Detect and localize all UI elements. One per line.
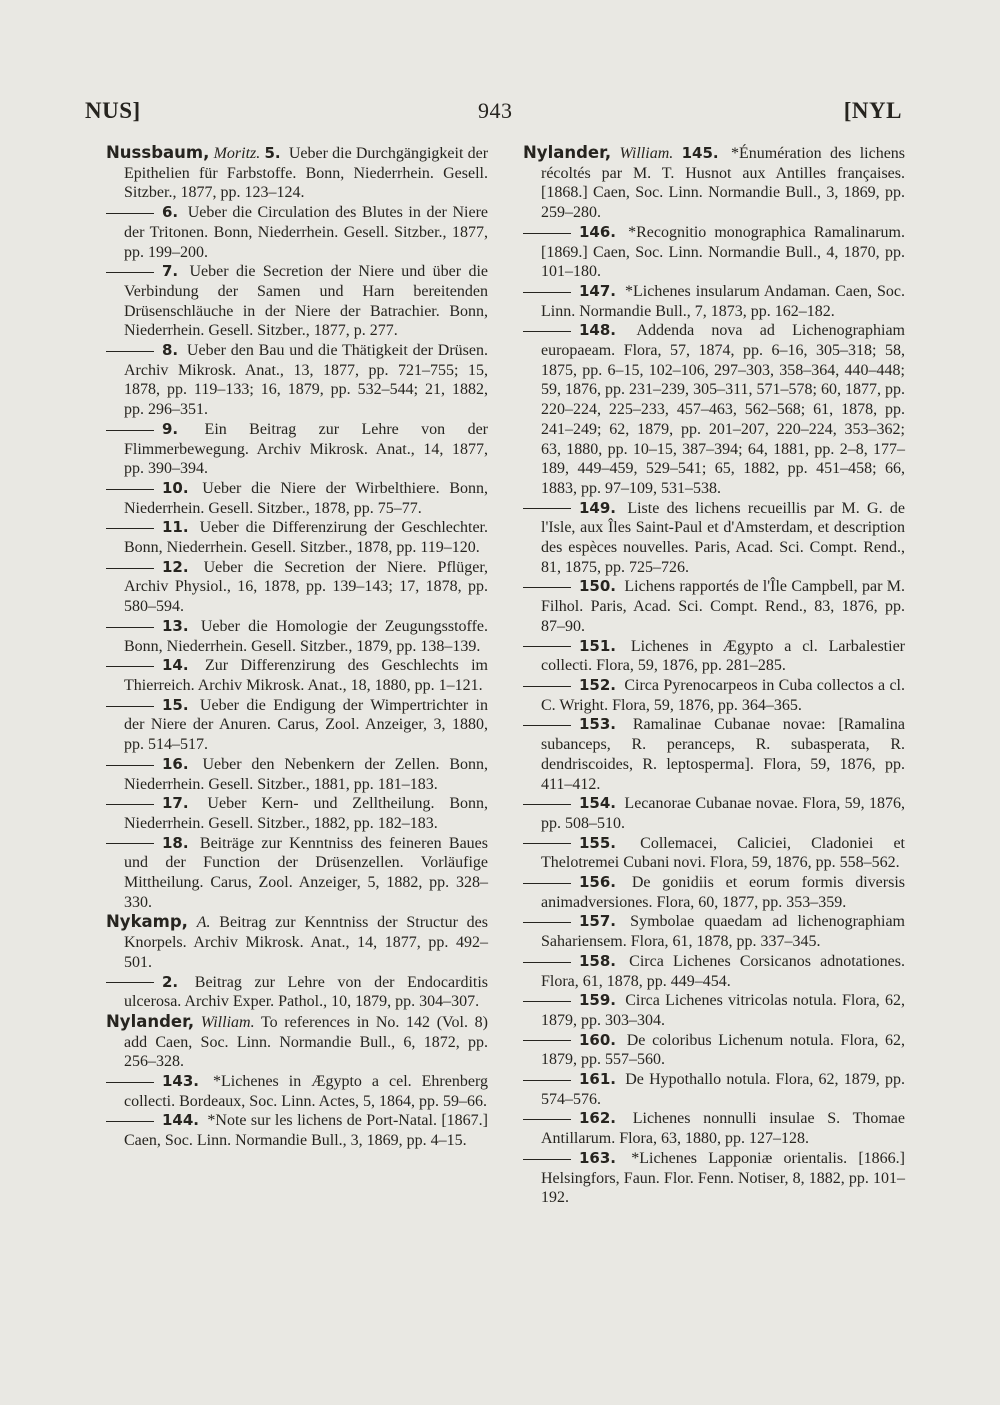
ditto-dash <box>523 233 571 234</box>
bibliography-entry <box>523 1149 905 1208</box>
bibliography-entry <box>106 143 488 203</box>
page-number: 943 <box>478 98 513 123</box>
ditto-dash <box>106 666 154 667</box>
ditto-dash <box>106 982 154 983</box>
entry-number: 155. <box>579 833 617 852</box>
entry-number: 158. <box>579 951 617 970</box>
entry-number: 10. <box>162 478 189 497</box>
ditto-dash <box>106 568 154 569</box>
entry-text: Circa Lichenes vitricolas notula. Flora, 62, 1879, pp. 303–304. <box>541 992 906 1029</box>
ditto-dash <box>523 1001 571 1002</box>
entry-number: 148. <box>579 321 617 340</box>
entry-text: Ueber die Circulation des Blutes in der Niere der Tritonen. Bonn, Niederrhein. Gesell. Sitzber., 1877, pp. 199–200. <box>124 204 488 261</box>
ditto-dash <box>106 843 154 844</box>
bibliography-entry <box>523 321 905 498</box>
entry-text: *Lichenes Lapponiæ orientalis. [1866.] Helsingfors, Faun. Flor. Fenn. Notiser, 8, 1882, pp. 101–192. <box>541 1149 906 1207</box>
bibliography-entry <box>106 420 488 479</box>
bibliography-entry <box>523 1070 905 1109</box>
bibliography-entry <box>106 912 488 972</box>
bibliography-entry <box>523 1109 905 1148</box>
bibliography-entry <box>523 834 905 873</box>
ditto-dash <box>106 430 154 431</box>
entry-text: Ueber die Homologie der Zeugungsstoffe. Bonn, Niederrhein. Gesell. Sitzber., 1879, pp. 138–139. <box>124 617 489 655</box>
ditto-dash <box>523 646 571 647</box>
bibliography-entry <box>523 1031 905 1070</box>
left-column <box>106 143 488 1151</box>
running-head-left: NUS] <box>85 98 141 123</box>
entry-text: Ueber den Bau und die Thätigkeit der Drüsen. Archiv Mikrosk. Anat., 13, 1877, pp. 721–755; 15, 1878, pp. 119–133; 16, 1879, pp. 532–544; 21, 1882, pp. 296–351. <box>124 342 488 419</box>
entry-text: *Lichenes insularum Andaman. Caen, Soc. Linn. Normandie Bull., 7, 1873, pp. 162–182. <box>541 282 906 320</box>
bibliography-entry <box>523 223 905 282</box>
author-surname: Nykamp, <box>106 912 188 932</box>
entry-number: 16. <box>162 754 189 773</box>
author-given-name: A. <box>196 914 211 932</box>
entry-number: 7. <box>162 262 179 281</box>
author-surname: Nylander, <box>106 1011 195 1031</box>
bibliography-entry <box>523 873 905 912</box>
author-given-name: William. <box>619 145 674 162</box>
entry-number: 11. <box>162 518 189 537</box>
entry-number: 13. <box>162 616 189 635</box>
entry-text: Lichenes nonnulli insulae S. Thomae Antillarum. Flora, 63, 1880, pp. 127–128. <box>541 1110 906 1148</box>
ditto-dash <box>523 1080 571 1081</box>
entry-number: 5. <box>264 144 281 162</box>
entry-text: Beitrag zur Kenntniss der Structur des Knorpels. Archiv Mikrosk. Anat., 14, 1877, pp. 492–501. <box>124 914 489 971</box>
entry-number: 8. <box>162 341 179 360</box>
bibliography-entry <box>106 558 488 617</box>
bibliography-entry <box>106 794 488 833</box>
entry-number: 2. <box>162 972 179 991</box>
ditto-dash <box>106 627 154 628</box>
entry-number: 145. <box>681 144 719 162</box>
entry-number: 153. <box>579 715 617 734</box>
entry-text: To references in No. 142 (Vol. 8) add Caen, Soc. Linn. Normandie Bull., 6, 1872, pp. 256–328. <box>124 1013 488 1071</box>
entry-text: *Recognitio monographica Ramalinarum. [1869.] Caen, Soc. Linn. Normandie Bull., 4, 1870, pp. 101–180. <box>541 223 906 281</box>
entry-number: 143. <box>162 1072 200 1091</box>
entry-text: Ueber den Nebenkern der Zellen. Bonn, Niederrhein. Gesell. Sitzber., 1881, pp. 181–183. <box>124 755 489 793</box>
ditto-dash <box>523 686 571 687</box>
entry-text: Ueber die Secretion der Niere und über die Verbindung der Samen und Harn bereitenden Drüsenschläuche in der Niere der Batrachier. Bonn, Niederrhein. Gesell. Sitzber., 1877, p. 277. <box>124 263 488 340</box>
bibliography-entry <box>106 755 488 794</box>
entry-number: 146. <box>579 222 617 241</box>
bibliography-entry <box>106 834 488 913</box>
bibliography-entry <box>523 912 905 951</box>
entry-number: 150. <box>579 577 617 596</box>
entry-text: Ueber die Differenzirung der Geschlechter. Bonn, Niederrhein. Gesell. Sitzber., 1878, pp. 119–120. <box>124 519 489 557</box>
ditto-dash <box>106 765 154 766</box>
ditto-dash <box>106 272 154 273</box>
entry-number: 14. <box>162 656 189 675</box>
bibliography-entry <box>106 262 488 341</box>
entry-text: Collemacei, Caliciei, Cladoniei et Thelotremei Cubani novi. Flora, 59, 1876, pp. 558–562. <box>541 834 906 872</box>
entry-number: 149. <box>579 498 617 517</box>
bibliography-entry <box>106 1111 488 1150</box>
entry-text: Circa Lichenes Corsicanos adnotationes. Flora, 61, 1878, pp. 449–454. <box>541 952 905 990</box>
entry-text: De gonidiis et eorum formis diversis animadversiones. Flora, 60, 1877, pp. 353–359. <box>541 874 906 911</box>
entry-text: Lecanorae Cubanae novae. Flora, 59, 1876, pp. 508–510. <box>541 795 906 832</box>
entry-text: Beiträge zur Kenntniss des feineren Baues und der Function der Drüsenzellen. Vorläufige Mittheilung. Carus, Zool. Anzeiger, 5, 1882, pp. 328–330. <box>124 834 488 911</box>
ditto-dash <box>106 804 154 805</box>
entry-text: *Lichenes in Ægypto a cel. Ehrenberg collecti. Bordeaux, Soc. Linn. Actes, 5, 1864, pp. 59–66. <box>124 1073 489 1110</box>
entry-text: Lichenes in Ægypto a cl. Larbalestier collecti. Flora, 59, 1876, pp. 281–285. <box>541 637 905 675</box>
ditto-dash <box>523 1159 571 1160</box>
bibliography-entry <box>106 696 488 755</box>
bibliography-entry <box>106 341 488 420</box>
ditto-dash <box>106 528 154 529</box>
ditto-dash <box>523 331 571 332</box>
bibliography-entry <box>523 282 905 321</box>
entry-number: 157. <box>579 912 617 931</box>
author-given-name: Moritz. <box>213 145 261 162</box>
bibliography-entry <box>523 952 905 991</box>
entry-number: 151. <box>579 636 617 655</box>
entry-text: De coloribus Lichenum notula. Flora, 62, 1879, pp. 557–560. <box>541 1031 906 1069</box>
entry-number: 18. <box>162 833 189 852</box>
entry-text: De Hypothallo notula. Flora, 62, 1879, pp. 574–576. <box>541 1071 906 1108</box>
ditto-dash <box>523 922 571 923</box>
bibliography-entry <box>106 203 488 262</box>
entry-text: Ueber die Secretion der Niere. Pflüger, Archiv Physiol., 16, 1878, pp. 139–143; 17, 1878, pp. 580–594. <box>124 558 489 616</box>
entry-number: 163. <box>579 1148 617 1167</box>
entry-text: Addenda nova ad Lichenographiam europaeam. Flora, 57, 1874, pp. 6–16, 305–318; 58, 1875, pp. 6–15, 102–106, 297–303, 358–364, 440–448; 59, 1876, pp. 231–239, 305–311, 571–578; 60, 1877, pp. 220–224, 225–233, 457–463, 562–568; 61, 1878, pp. 241–249; 62, 1879, pp. 201–207, 220–224, 353–362; 63, 1880, pp. 10–15, 387–394; 64, 1881, pp. 2–8, 177–189, 449–459, 529–541; 65, 1882, pp. 451–458; 66, 1883, pp. 97–109, 531–538. <box>541 322 905 497</box>
bibliography-entry <box>523 794 905 833</box>
entry-number: 17. <box>162 794 189 813</box>
ditto-dash <box>523 1040 571 1041</box>
entry-number: 154. <box>579 794 617 813</box>
entry-text: Symbolae quaedam ad lichenographiam Sahariensem. Flora, 61, 1878, pp. 337–345. <box>541 913 905 951</box>
ditto-dash <box>106 1082 154 1083</box>
entry-number: 12. <box>162 557 189 576</box>
ditto-dash <box>523 1119 571 1120</box>
author-given-name: William. <box>200 1013 255 1031</box>
entry-text: Ueber die Endigung der Wimpertrichter in der Niere der Anuren. Carus, Zool. Anzeiger, 3, 1880, pp. 514–517. <box>124 696 489 754</box>
entry-text: Circa Pyrenocarpeos in Cuba collectos a cl. C. Wright. Flora, 59, 1876, pp. 364–365. <box>541 676 905 714</box>
ditto-dash <box>523 962 571 963</box>
entry-number: 162. <box>579 1109 617 1128</box>
ditto-dash <box>523 587 571 588</box>
ditto-dash <box>523 508 571 509</box>
entry-text: Zur Differenzirung des Geschlechts im Thierreich. Archiv Mikrosk. Anat., 18, 1880, pp. 1–121. <box>124 657 488 694</box>
entry-number: 6. <box>162 203 179 222</box>
author-surname: Nylander, <box>523 143 612 162</box>
ditto-dash <box>106 1121 154 1122</box>
entry-text: Ueber Kern- und Zelltheilung. Bonn, Niederrhein. Gesell. Sitzber., 1882, pp. 182–183. <box>124 795 488 832</box>
entry-number: 15. <box>162 695 189 714</box>
ditto-dash <box>106 213 154 214</box>
entry-text: Ueber die Niere der Wirbelthiere. Bonn, Niederrhein. Gesell. Sitzber., 1878, pp. 75–77. <box>124 479 489 517</box>
entry-text: Lichens rapportés de l'Île Campbell, par M. Filhol. Paris, Acad. Sci. Compt. Rend., 83, 1876, pp. 87–90. <box>541 578 905 635</box>
ditto-dash <box>523 804 571 805</box>
bibliography-entry <box>106 1012 488 1072</box>
bibliography-entry <box>523 499 905 578</box>
entry-text: Beitrag zur Lehre von der Endocarditis ulcerosa. Archiv Exper. Pathol., 10, 1879, pp. 304–307. <box>124 973 489 1011</box>
ditto-dash <box>523 843 571 844</box>
entry-number: 152. <box>579 675 617 694</box>
entry-number: 159. <box>579 991 617 1010</box>
entry-number: 161. <box>579 1070 617 1089</box>
entry-text: *Note sur les lichens de Port-Natal. [1867.] Caen, Soc. Linn. Normandie Bull., 3, 1869, pp. 4–15. <box>124 1112 489 1150</box>
bibliography-entry <box>106 973 488 1012</box>
bibliography-entry <box>523 577 905 636</box>
entry-text: Ramalinae Cubanae novae: [Ramalina subanceps, R. peranceps, R. subasperata, R. dendriscoides, R. leptosperma]. Flora, 59, 1876, pp. 411–412. <box>541 716 905 793</box>
bibliography-entry <box>523 637 905 676</box>
right-column <box>523 143 905 1208</box>
entry-text: *Énumération des lichens récoltés par M. T. Husnot aux Antilles françaises. [1868.] Caen, Soc. Linn. Normandie Bull., 3, 1869, pp. 259–280. <box>541 145 906 222</box>
ditto-dash <box>106 489 154 490</box>
entry-number: 147. <box>579 281 617 300</box>
bibliography-entry <box>106 617 488 656</box>
entry-number: 144. <box>162 1111 200 1130</box>
bibliography-entry <box>106 1072 488 1111</box>
bibliography-entry <box>106 518 488 557</box>
entry-number: 9. <box>162 419 179 438</box>
ditto-dash <box>523 883 571 884</box>
entry-text: Liste des lichens recueillis par M. G. de l'Isle, aux Îles Saint-Paul et d'Amsterdam, et description des espèces nouvelles. Paris, Acad. Sci. Compt. Rend., 81, 1875, pp. 725–726. <box>541 499 906 576</box>
bibliography-entry <box>523 676 905 715</box>
ditto-dash <box>106 706 154 707</box>
bibliography-entry <box>523 143 905 223</box>
entry-number: 156. <box>579 873 617 892</box>
entry-text: Ein Beitrag zur Lehre von der Flimmerbewegung. Archiv Mikrosk. Anat., 14, 1877, pp. 390–394. <box>124 420 489 478</box>
bibliography-entry <box>523 715 905 794</box>
entry-text: Ueber die Durchgängigkeit der Epithelien für Farbstoffe. Bonn, Niederrhein. Gesell. Sitzber., 1877, pp. 123–124. <box>124 145 489 202</box>
author-surname: Nussbaum, <box>106 143 210 162</box>
bibliography-entry <box>106 479 488 518</box>
running-head-right: [NYL <box>843 98 902 123</box>
ditto-dash <box>523 725 571 726</box>
ditto-dash <box>523 292 571 293</box>
entry-number: 160. <box>579 1030 617 1049</box>
ditto-dash <box>106 351 154 352</box>
bibliography-entry <box>523 991 905 1030</box>
bibliography-entry <box>106 656 488 695</box>
